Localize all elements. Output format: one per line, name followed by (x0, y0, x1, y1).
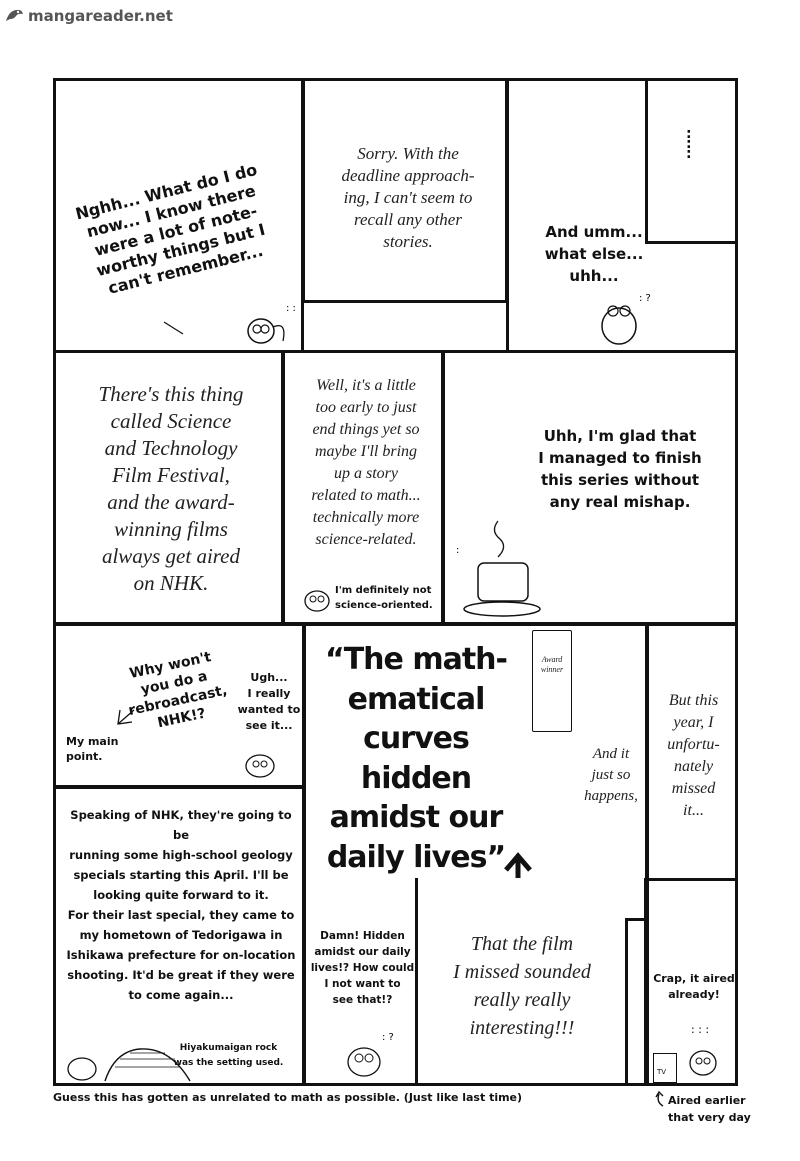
character-doodle (679, 1013, 737, 1085)
panel-6-text: Uhh, I'm glad that I managed to finish this series without any real mishap. (538, 427, 702, 511)
sweat-marks (161, 319, 191, 339)
svg-text:: : :: : : : (691, 1023, 710, 1036)
panel-13-inset (625, 918, 647, 1086)
panel-11 (53, 786, 305, 1086)
up-arrow-icon (498, 850, 538, 881)
svg-text:: ?: : ? (639, 293, 651, 304)
panel-1 (53, 78, 304, 353)
footer-caption: Guess this has gotten as unrelated to math as possible. (Just like last time) (53, 1091, 523, 1104)
character-doodle (326, 1026, 406, 1082)
tv-label: TV (657, 1068, 667, 1076)
footer-aired-note: Aired earlier that very day (668, 1094, 751, 1124)
panel-6 (442, 350, 738, 625)
panel-title (303, 623, 575, 881)
panel-14 (646, 878, 738, 1086)
watermark (4, 4, 173, 28)
character-doodle (231, 291, 301, 351)
mangareader-logo-icon (4, 7, 24, 25)
character-doodle (232, 744, 292, 784)
panel-11-text-b: For their last special, they came to my hometown of Tedorigawa in Ishikawa prefecture for on-location shooting. It'd be great if they were to come again... (66, 908, 296, 1002)
steaming-cup-doodle (450, 513, 550, 623)
award-trophy (532, 630, 572, 732)
panel-13-text: That the film I missed sounded really really interesting!!! (453, 933, 591, 1039)
panel-3 (506, 78, 738, 353)
watermark-text: mangareader.net (28, 7, 173, 25)
panel-10-text: But this year, I unfortu- nately missed it... (667, 692, 720, 819)
panel-9-text: And it just so happens, (584, 746, 638, 804)
curved-arrow-icon (654, 1090, 668, 1108)
panel-1-text: Nghh... What do I do now... I know there were a lot of note- worthy things but I can't remember... (73, 159, 268, 298)
svg-text::: : (456, 545, 460, 556)
panel-3-dots: : : : (686, 126, 692, 162)
character-doodle (579, 281, 659, 351)
panel-12 (303, 878, 418, 1086)
character-doodle (291, 581, 341, 616)
panel-2-text: Sorry. With the deadline approach- ing, I can't seem to recall any other stories. (341, 144, 475, 251)
panel-7-main-point: My main point. (66, 735, 119, 763)
arrow-doodle (114, 704, 144, 728)
panel-4-text: There's this thing called Science and Technology Film Festival, and the award- winning films always get aired on NHK. (98, 382, 244, 595)
award-label: Award winner (540, 655, 564, 674)
panel-12-text: Damn! Hidden amidst our daily lives!? How could I not want to see that!? (310, 930, 415, 1006)
panel-2 (302, 78, 508, 303)
panel-13 (415, 878, 647, 1086)
panel-7 (53, 623, 305, 788)
panel-14-text: Crap, it aired already! (653, 972, 735, 1001)
svg-text:: :: : : (286, 303, 296, 314)
panel-7-ugh: Ugh... I really wanted to see it... (237, 671, 301, 732)
panel-3-inset (645, 81, 738, 244)
panel-4 (53, 350, 284, 625)
panel-11-text-a: Speaking of NHK, they're going to be running some high-school geology specials starting this April. I'll be looking quite forward to it. (69, 808, 293, 902)
panel-7-shout: Why won't you do a rebroadcast, NHK!? (127, 649, 229, 732)
panel-5-text: Well, it's a little too early to just end things yet so maybe I'll bring up a story related to math... technically more science-related. (311, 377, 421, 548)
panel-5 (282, 350, 444, 625)
tv-doodle (653, 1053, 677, 1083)
svg-text:: ?: : ? (382, 1032, 394, 1043)
panel-10 (646, 623, 738, 881)
panel-5-note: I'm definitely not science-oriented. (335, 585, 433, 611)
panel-3-text: And umm... what else... uhh... (544, 223, 644, 285)
title-text: “The math- ematical curves hidden amidst our daily lives” (325, 642, 507, 875)
panel-11-rock-caption: Hiyakumaigan rock was the setting used. (173, 1043, 284, 1068)
panel-9 (575, 623, 648, 881)
